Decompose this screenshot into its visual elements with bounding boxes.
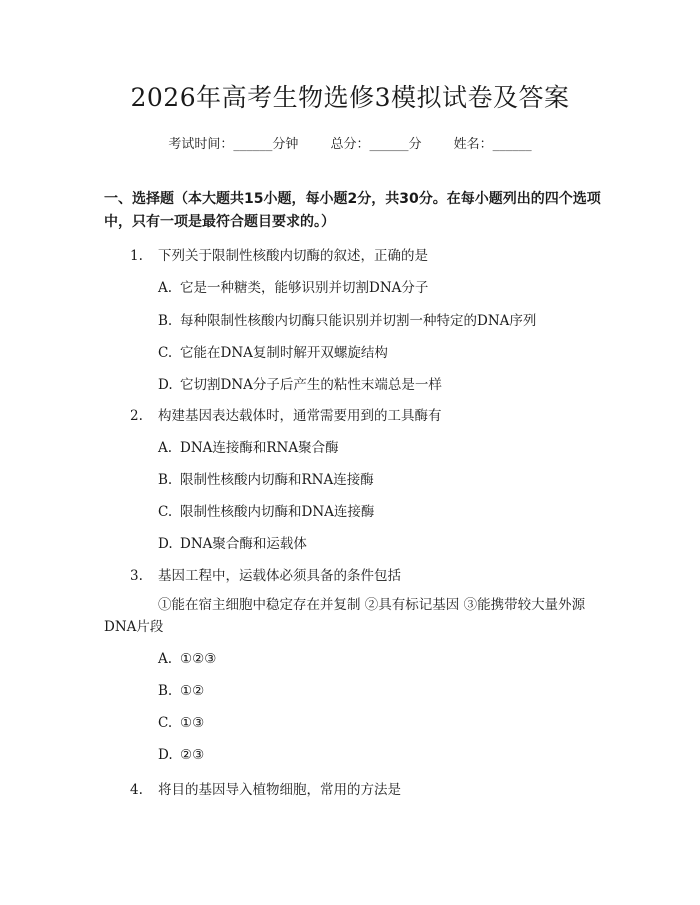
question-3	[130, 564, 401, 584]
option-text: 限制性核酸内切酶和RNA连接酶	[180, 472, 374, 488]
question-text: 构建基因表达载体时，通常需要用到的工具酶有	[158, 408, 442, 424]
question-2	[130, 404, 442, 424]
question-number: 2.	[130, 408, 143, 424]
exam-meta	[0, 133, 700, 152]
option-3c	[158, 715, 204, 731]
question-number: 4.	[130, 782, 143, 798]
option-text: 限制性核酸内切酶和DNA连接酶	[180, 504, 375, 520]
option-label: C.	[158, 345, 173, 361]
option-2c	[158, 500, 374, 520]
question-text: 基因工程中，运载体必须具备的条件包括	[158, 568, 401, 584]
option-text: 它切割DNA分子后产生的粘性末端总是一样	[180, 377, 442, 393]
option-1b	[158, 309, 536, 329]
option-1d	[158, 373, 442, 393]
option-label: D.	[158, 377, 173, 393]
option-text: ①②	[180, 683, 205, 699]
question-4	[130, 778, 401, 798]
question-stem: ①能在宿主细胞中稳定存在并复制 ②具有标记基因 ③能携带较大量外源DNA片段	[104, 597, 586, 635]
option-label: A.	[158, 440, 173, 456]
question-1	[130, 244, 428, 264]
question-text: 下列关于限制性核酸内切酶的叙述，正确的是	[158, 248, 428, 264]
option-text: 它是一种糖类，能够识别并切割DNA分子	[180, 280, 429, 296]
option-text: ①③	[180, 715, 205, 731]
option-label: C.	[158, 715, 173, 731]
option-label: C.	[158, 504, 173, 520]
option-label: A.	[158, 651, 173, 667]
option-label: A.	[158, 280, 173, 296]
option-text: DNA连接酶和RNA聚合酶	[180, 440, 339, 456]
question-text: 将目的基因导入植物细胞，常用的方法是	[158, 782, 401, 798]
option-1c	[158, 341, 388, 361]
page-title: 2026年高考生物选修3模拟试卷及答案	[130, 83, 570, 112]
option-2d	[158, 532, 307, 552]
option-text: 它能在DNA复制时解开双螺旋结构	[180, 345, 388, 361]
option-label: D.	[158, 747, 173, 763]
exam-time: 考试时间：______分钟	[168, 137, 299, 152]
option-2a	[158, 436, 339, 456]
option-3b	[158, 683, 204, 699]
option-label: B.	[158, 313, 173, 329]
option-label: B.	[158, 472, 173, 488]
option-label: D.	[158, 536, 173, 552]
option-3a	[158, 651, 216, 667]
option-label: B.	[158, 683, 173, 699]
exam-score: 总分：______分	[330, 137, 422, 152]
option-2b	[158, 468, 374, 488]
student-name: 姓名：______	[453, 137, 532, 152]
option-text: DNA聚合酶和运载体	[180, 536, 307, 552]
question-number: 3.	[130, 568, 143, 584]
option-text: 每种限制性核酸内切酶只能识别并切割一种特定的DNA序列	[180, 313, 537, 329]
option-1a	[158, 276, 428, 296]
question-number: 1.	[130, 248, 143, 264]
option-3d	[158, 747, 204, 763]
option-text: ①②③	[180, 651, 217, 667]
section-heading: 一、选择题（本大题共15小题，每小题2分，共30分。在每小题列出的四个选项中，只有一项是最符合题目要求的。）	[104, 191, 601, 230]
option-text: ②③	[180, 747, 205, 763]
